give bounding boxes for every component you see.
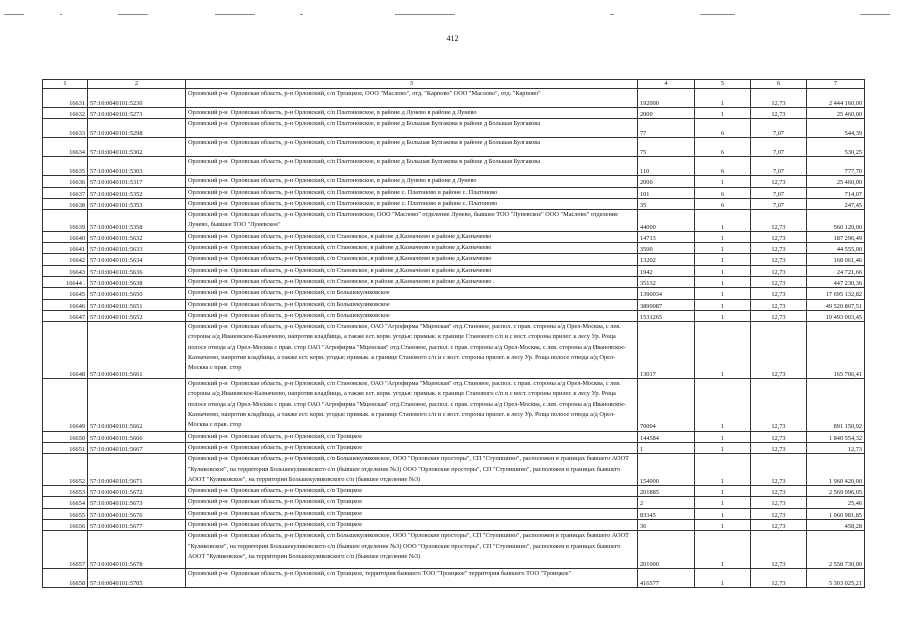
cadastral-number-cell: 57:10:0040101:5662	[88, 379, 186, 431]
table-row	[43, 508, 865, 519]
rate-cell: 12,73	[751, 89, 807, 108]
district-label: Орловский р-н	[188, 443, 228, 451]
col5-cell: 1	[695, 210, 751, 232]
value-cell: 560 120,00	[807, 210, 865, 232]
district-label: Орловский р-н	[188, 487, 228, 495]
value-cell: 19 493 003,45	[807, 310, 865, 321]
area-cell: 35	[638, 198, 695, 209]
rate-cell: 12,73	[751, 508, 807, 519]
row-number-cell: 16636	[43, 176, 88, 187]
location-cell	[186, 569, 638, 588]
cadastral-number-cell: 57:10:0040101:5302	[88, 138, 186, 157]
address-text: Орловская область, р-н Орловский, с/п Троицкое, ООО "Маслово", отд. "Карпово" ООО "Маслово", отд. "Карпово"	[230, 90, 541, 97]
area-cell: 70004	[638, 379, 695, 431]
rate-cell: 12,73	[751, 322, 807, 379]
district-label: Орловский р-н	[188, 188, 228, 196]
area-cell: 75	[638, 138, 695, 157]
col5-cell: 1	[695, 299, 751, 310]
value-cell: 458,28	[807, 520, 865, 531]
value-cell: 165 706,41	[807, 322, 865, 379]
row-number-cell: 16653	[43, 486, 88, 497]
location-cell	[186, 210, 638, 232]
col5-cell: 1	[695, 310, 751, 321]
area-cell: 2000	[638, 176, 695, 187]
col5-cell: 6	[695, 187, 751, 198]
rate-cell: 12,73	[751, 531, 807, 569]
table-row	[43, 89, 865, 108]
rate-cell: 12,73	[751, 299, 807, 310]
address-text: Орловская область, р-н Орловский, с/п Становское, в районе д.Казначеево в районе д.Казначеево .	[230, 277, 495, 285]
value-cell: 168 061,46	[807, 254, 865, 265]
value-cell: 12,73	[807, 442, 865, 453]
col5-cell: 1	[695, 431, 751, 442]
cadastral-number-cell: 57:10:0040101:5273	[88, 108, 186, 119]
col5-cell: 1	[695, 508, 751, 519]
cadastral-number-cell: 57:10:0040101:5661	[88, 322, 186, 379]
table-row	[43, 157, 865, 176]
location-cell	[186, 276, 638, 287]
district-label: Орловский р-н	[188, 232, 228, 240]
cadastral-number-cell: 57:10:0040101:5676	[88, 508, 186, 519]
address-text: Орловская область, р-н Орловский, с/п Большекуликовское	[230, 289, 390, 297]
area-cell: 1942	[638, 265, 695, 276]
location-cell	[186, 231, 638, 242]
area-cell: 3890087	[638, 299, 695, 310]
area-cell: 3500	[638, 243, 695, 254]
col5-cell: 6	[695, 119, 751, 138]
address-text: Орловская область, р-н Орловский, с/п Большекуликовское, ООО "Орловские просторы", СП "Ступишино", расположен в границах бывшего АООТ "Куликовское", на территории Большекуликовского с/п (бывшее отделение №3) ООО "Орловские просторы", СП "Ступишино", расположен в границах бывшего АООТ "Куликовское", на территории Большекуликовского с/п (бывшее отделение №3)	[188, 455, 629, 483]
col5-cell: 1	[695, 531, 751, 569]
address-text: Орловская область, р-н Орловский, с/п Большекуликовское, ООО "Орловские просторы", СП "Ступишино", расположен в границах бывшего АООТ "Куликовское", на территории Большекуликовского с/п (бывшее отделение №3) ООО "Орловские просторы", СП "Ступишино", расположен в границах бывшего АООТ "Куликовское", на территории Большекуликовского с/п (бывшее отделение №3)	[188, 532, 629, 560]
col5-cell: 1	[695, 231, 751, 242]
value-cell: 25 460,00	[807, 108, 865, 119]
cadastral-number-cell: 57:10:0040101:5677	[88, 520, 186, 531]
district-label: Орловский р-н	[188, 244, 228, 252]
value-cell: 24 721,66	[807, 265, 865, 276]
rate-cell: 7,07	[751, 138, 807, 157]
value-cell: 5 303 025,21	[807, 569, 865, 588]
location-cell	[186, 486, 638, 497]
location-cell	[186, 379, 638, 431]
cadastral-number-cell: 57:10:0040101:5317	[88, 176, 186, 187]
table-row	[43, 243, 865, 254]
col5-cell: 1	[695, 486, 751, 497]
district-label: Орловский р-н	[188, 311, 228, 319]
value-cell: 44 555,00	[807, 243, 865, 254]
location-cell	[186, 108, 638, 119]
row-number-cell: 16638	[43, 198, 88, 209]
address-text: Орловская область, р-н Орловский, с/п Троицкое	[230, 487, 363, 495]
address-text: Орловская область, р-н Орловский, с/п Платоновское, в районе д Большая Булгакова в районе д Большая Булгакова	[230, 158, 540, 166]
table-header-row	[43, 80, 865, 89]
header-cell: 2	[88, 80, 186, 89]
value-cell: 891 150,92	[807, 379, 865, 431]
location-cell	[186, 497, 638, 508]
district-label: Орловский р-н	[188, 509, 228, 517]
cadastral-number-cell: 57:10:0040101:5652	[88, 310, 186, 321]
rate-cell: 12,73	[751, 108, 807, 119]
row-number-cell: 16646	[43, 299, 88, 310]
district-label: Орловский р-н	[188, 300, 228, 308]
table-row	[43, 108, 865, 119]
address-text: Орловская область, р-н Орловский, с/п Становское, в районе д.Казначеево в районе д.Казначеево	[230, 255, 492, 263]
district-label: Орловский р-н	[188, 498, 228, 506]
area-cell: 110	[638, 157, 695, 176]
col5-cell: 6	[695, 138, 751, 157]
row-number-cell: 16631	[43, 89, 88, 108]
cadastral-number-cell: 57:10:0040101:5671	[88, 454, 186, 486]
area-cell: 201000	[638, 531, 695, 569]
rate-cell: 12,73	[751, 442, 807, 453]
value-cell: 714,07	[807, 187, 865, 198]
district-label: Орловский р-н	[188, 177, 228, 185]
table-row	[43, 265, 865, 276]
col5-cell: 1	[695, 322, 751, 379]
col5-cell: 1	[695, 276, 751, 287]
row-number-cell: 16648	[43, 322, 88, 379]
page-number: 412	[446, 34, 459, 43]
area-cell: 1390034	[638, 288, 695, 299]
district-label: Орловский р-н	[188, 289, 228, 297]
value-cell: 25,46	[807, 497, 865, 508]
address-text: Орловская область, р-н Орловский, с/п Платоновское, ООО "Маслово" отделение Лунево, бывшее ТОО "Луневское" ООО "Маслово" отделение Лунево, бывшее ТОО "Луневское"	[188, 211, 619, 229]
row-number-cell: 16654	[43, 497, 88, 508]
rate-cell: 12,73	[751, 288, 807, 299]
table-row	[43, 288, 865, 299]
cadastral-number-cell: 57:10:0040101:5678	[88, 531, 186, 569]
area-cell: 144584	[638, 431, 695, 442]
location-cell	[186, 531, 638, 569]
row-number-cell: 16650	[43, 431, 88, 442]
row-number-cell: 16651	[43, 442, 88, 453]
area-cell: 1531265	[638, 310, 695, 321]
area-cell: 13202	[638, 254, 695, 265]
value-cell: 25 460,00	[807, 176, 865, 187]
col5-cell: 1	[695, 520, 751, 531]
rate-cell: 12,73	[751, 243, 807, 254]
location-cell	[186, 176, 638, 187]
row-number-cell: 16637	[43, 187, 88, 198]
value-cell: 1 840 554,32	[807, 431, 865, 442]
col5-cell: 6	[695, 198, 751, 209]
cadastral-number-cell: 57:10:0040101:5352	[88, 187, 186, 198]
row-number-cell: 16640	[43, 231, 88, 242]
district-label: Орловский р-н	[188, 277, 228, 285]
address-text: Орловская область, р-н Орловский, с/п Становское, в районе д.Казначеево в районе д.Казначеево	[230, 266, 492, 274]
col5-cell: 1	[695, 89, 751, 108]
address-text: Орловская область, р-н Орловский, с/п Троицкое	[230, 432, 363, 440]
address-text: Орловская область, р-н Орловский, с/п Платоновское, в районе с. Платоново в районе с. Платоново	[230, 199, 498, 207]
address-text: Орловская область, р-н Орловский, с/п Платоновское, в районе с. Платоново в районе с. Платоново	[230, 188, 498, 196]
location-cell	[186, 454, 638, 486]
address-text: Орловская область, р-н Орловский, с/п Троицкое	[230, 443, 363, 451]
address-text: Орловская область, р-н Орловский, с/п Становское, в районе д.Казначеево в районе д.Казначеево	[230, 244, 492, 252]
row-number-cell: 16649	[43, 379, 88, 431]
value-cell: 544,39	[807, 119, 865, 138]
location-cell	[186, 187, 638, 198]
area-cell: 192000	[638, 89, 695, 108]
cadastral-number-cell: 57:10:0040101:5705	[88, 569, 186, 588]
address-text: Орловская область, р-н Орловский, с/п Троицкое	[230, 509, 363, 517]
rate-cell: 12,73	[751, 569, 807, 588]
location-cell	[186, 322, 638, 379]
table-row	[43, 431, 865, 442]
scan-artifact-line	[0, 14, 905, 16]
location-cell	[186, 299, 638, 310]
col5-cell: 1	[695, 254, 751, 265]
area-cell: 44000	[638, 210, 695, 232]
rate-cell: 12,73	[751, 210, 807, 232]
table-row	[43, 138, 865, 157]
table-row	[43, 210, 865, 232]
col5-cell: 1	[695, 243, 751, 254]
cadastral-number-cell: 57:10:0040101:5672	[88, 486, 186, 497]
table-row	[43, 379, 865, 431]
col5-cell: 6	[695, 157, 751, 176]
rate-cell: 12,73	[751, 231, 807, 242]
col5-cell: 1	[695, 379, 751, 431]
row-number-cell: 16641	[43, 243, 88, 254]
cadastral-number-cell: 57:10:0040101:5636	[88, 265, 186, 276]
table-row	[43, 322, 865, 379]
cadastral-number-cell: 57:10:0040101:5651	[88, 299, 186, 310]
district-label: Орловский р-н	[188, 266, 228, 274]
table-row	[43, 497, 865, 508]
table-row	[43, 119, 865, 138]
cadastral-number-cell: 57:10:0040101:5303	[88, 157, 186, 176]
area-cell: 77	[638, 119, 695, 138]
table-row	[43, 276, 865, 287]
location-cell	[186, 89, 638, 108]
rate-cell: 7,07	[751, 119, 807, 138]
district-label: Орловский р-н	[188, 158, 228, 166]
location-cell	[186, 288, 638, 299]
header-cell: 5	[695, 80, 751, 89]
address-text: Орловская область, р-н Орловский, с/п Платоновское, в районе д Большая Булгакова в районе д Большая Булгакова	[230, 139, 540, 147]
area-cell: 14713	[638, 231, 695, 242]
district-label: Орловский р-н	[188, 323, 228, 331]
table-row	[43, 310, 865, 321]
row-number-cell: 16643	[43, 265, 88, 276]
address-text: Орловская область, р-н Орловский, с/п Троицкое, территория бывшего ТОО "Троицкое" территория бывшего ТОО "Троицкое"	[230, 570, 572, 578]
col5-cell: 1	[695, 569, 751, 588]
cadastral-number-cell: 57:10:0040101:5358	[88, 210, 186, 232]
rate-cell: 12,73	[751, 454, 807, 486]
district-label: Орловский р-н	[188, 120, 228, 128]
address-text: Орловская область, р-н Орловский, с/п Становское, ОАО "Агрофирма "Мценская" отд.Становое, распол. с прав. стороны а/д Орел-Москва, с лев. стороны а/д Ивановское-Казначеево, напротив кладбища, а также ест. корм. угодья: примык. к границе Станового с/п и с вост. стороны прилег. к лесу Ур. Роща полосе отвода а/д Орел-Москва с прав. стор ОАО "Агрофирма "Мценская" отд.Становое, распол. с прав. стороны а/д Орел-Москва, с лев. стороны а/д Ивановское-Казначеево, напротив кладбища, а также ест. корм. угодья: примык. к границе Станового с/п и с вост. стороны прилег. к лесу Ур. Роща полосе отвода а/д Орел-Москва с прав. стор	[188, 380, 627, 429]
location-cell	[186, 508, 638, 519]
district-label: Орловский р-н	[188, 380, 228, 388]
cadastral-number-cell: 57:10:0040101:5632	[88, 231, 186, 242]
col5-cell: 1	[695, 454, 751, 486]
row-number-cell: 16644 .	[43, 276, 88, 287]
district-label: Орловский р-н	[188, 432, 228, 440]
row-number-cell: 16634	[43, 138, 88, 157]
table-row	[43, 254, 865, 265]
location-cell	[186, 442, 638, 453]
district-label: Орловский р-н	[188, 90, 228, 97]
location-cell	[186, 265, 638, 276]
row-number-cell: 16657	[43, 531, 88, 569]
rate-cell: 7,07	[751, 157, 807, 176]
value-cell: 2 444 160,00	[807, 89, 865, 108]
district-label: Орловский р-н	[188, 570, 228, 578]
header-cell: 7	[807, 80, 865, 89]
header-cell: 4	[638, 80, 695, 89]
table-row	[43, 231, 865, 242]
rate-cell: 12,73	[751, 379, 807, 431]
value-cell: 777,70	[807, 157, 865, 176]
rate-cell: 12,73	[751, 310, 807, 321]
district-label: Орловский р-н	[188, 109, 228, 116]
row-number-cell: 16633	[43, 119, 88, 138]
area-cell: 35132	[638, 276, 695, 287]
district-label: Орловский р-н	[188, 521, 228, 529]
row-number-cell: 16647	[43, 310, 88, 321]
row-number-cell: 16652	[43, 454, 88, 486]
cadastral-number-cell: 57:10:0040101:5633	[88, 243, 186, 254]
rate-cell: 12,73	[751, 497, 807, 508]
row-number-cell: 16645	[43, 288, 88, 299]
row-number-cell: 16658	[43, 569, 88, 588]
col5-cell: 1	[695, 265, 751, 276]
address-text: Орловская область, р-н Орловский, с/п Платоновское, в районе д Лунево в районе д Лунево	[230, 177, 477, 185]
cadastral-number-cell: 57:10:0040101:5298	[88, 119, 186, 138]
row-number-cell: 16639	[43, 210, 88, 232]
address-text: Орловская область, р-н Орловский, с/п Становское, в районе д.Казначеево в районе д.Казначеево	[230, 232, 492, 240]
table-row	[43, 187, 865, 198]
address-text: Орловская область, р-н Орловский, с/п Большекуликовское	[230, 311, 390, 319]
value-cell: 447 230,36	[807, 276, 865, 287]
location-cell	[186, 310, 638, 321]
location-cell	[186, 520, 638, 531]
address-text: Орловская область, р-н Орловский, с/п Большекуликовское	[230, 300, 390, 308]
rate-cell: 12,73	[751, 276, 807, 287]
row-number-cell: 16642	[43, 254, 88, 265]
area-cell: 83345	[638, 508, 695, 519]
address-text: Орловская область, р-н Орловский, с/п Троицкое	[230, 521, 363, 529]
header-cell: 3	[186, 80, 638, 89]
value-cell: 2 558 730,00	[807, 531, 865, 569]
value-cell: 247,45	[807, 198, 865, 209]
district-label: Орловский р-н	[188, 455, 228, 463]
row-number-cell: 16635	[43, 157, 88, 176]
location-cell	[186, 198, 638, 209]
location-cell	[186, 138, 638, 157]
cadastral-number-cell: 57:10:0040101:5666	[88, 431, 186, 442]
area-cell: 36	[638, 520, 695, 531]
col5-cell: 1	[695, 108, 751, 119]
table-row	[43, 176, 865, 187]
value-cell: 49 520 807,51	[807, 299, 865, 310]
location-cell	[186, 157, 638, 176]
value-cell: 530,25	[807, 138, 865, 157]
cadastral-number-cell: 57:10:0040101:5667	[88, 442, 186, 453]
header-cell: 6	[751, 80, 807, 89]
cadastral-number-cell: 57:10:0040101:5650	[88, 288, 186, 299]
rate-cell: 12,73	[751, 486, 807, 497]
value-cell: 187 296,49	[807, 231, 865, 242]
cadastral-number-cell: 57:10:0040101:5673	[88, 497, 186, 508]
location-cell	[186, 431, 638, 442]
location-cell	[186, 243, 638, 254]
land-plots-table	[42, 79, 865, 588]
rate-cell: 12,73	[751, 265, 807, 276]
address-text: Орловская область, р-н Орловский, с/п Становское, ОАО "Агрофирма "Мценская" отд.Становое, распол. с прав. стороны а/д Орел-Москва, с лев. стороны а/д Ивановское-Казначеево, напротив кладбища, а также ест. корм. угодья: примык. к границе Станового с/п и с вост. стороны прилег. к лесу Ур. Роща полосе отвода а/д Орел-Москва с прав. стор ОАО "Агрофирма "Мценская" отд.Становое, распол. с прав. стороны а/д Орел-Москва, с лев. стороны а/д Ивановское-Казначеево, напротив кладбища, а также ест. корм. угодья: примык. к границе Станового с/п и с вост. стороны прилег. к лесу Ур. Роща полосе отвода а/д Орел-Москва с прав. стор	[188, 323, 627, 372]
row-number-cell: 16656	[43, 520, 88, 531]
col5-cell: 1	[695, 288, 751, 299]
table-row	[43, 454, 865, 486]
district-label: Орловский р-н	[188, 255, 228, 263]
rate-cell: 12,73	[751, 431, 807, 442]
rate-cell: 7,07	[751, 187, 807, 198]
row-number-cell: 16655	[43, 508, 88, 519]
area-cell: 154000	[638, 454, 695, 486]
rate-cell: 12,73	[751, 520, 807, 531]
district-label: Орловский р-н	[188, 211, 228, 219]
area-cell: 2	[638, 497, 695, 508]
table-row	[43, 299, 865, 310]
cadastral-number-cell: 57:10:0040101:5638	[88, 276, 186, 287]
area-cell: 13017	[638, 322, 695, 379]
value-cell: 1 060 981,85	[807, 508, 865, 519]
table-row	[43, 520, 865, 531]
district-label: Орловский р-н	[188, 532, 228, 540]
col5-cell: 1	[695, 497, 751, 508]
area-cell: 1	[638, 442, 695, 453]
col5-cell: 1	[695, 442, 751, 453]
cadastral-number-cell: 57:10:0040101:5353	[88, 198, 186, 209]
row-number-cell: 16632	[43, 108, 88, 119]
cadastral-number-cell: 57:10:0040101:5230	[88, 89, 186, 108]
value-cell: 2 569 996,05	[807, 486, 865, 497]
col5-cell: 1	[695, 176, 751, 187]
address-text: Орловская область, р-н Орловский, с/п Троицкое	[230, 498, 363, 506]
location-cell	[186, 119, 638, 138]
cadastral-number-cell: 57:10:0040101:5634	[88, 254, 186, 265]
value-cell: 17 695 132,82	[807, 288, 865, 299]
address-text: Орловская область, р-н Орловский, с/п Платоновское, в районе д Большая Булгакова в районе д Большая Булгакова	[230, 120, 540, 128]
table-row	[43, 531, 865, 569]
area-cell: 201885	[638, 486, 695, 497]
area-cell: 101	[638, 187, 695, 198]
rate-cell: 12,73	[751, 176, 807, 187]
district-label: Орловский р-н	[188, 139, 228, 147]
area-cell: 416577	[638, 569, 695, 588]
address-text: Орловская область, р-н Орловский, с/п Платоновское, в районе д Лунево в районе д Лунево	[230, 109, 477, 116]
value-cell: 1 960 420,00	[807, 454, 865, 486]
table-row	[43, 486, 865, 497]
location-cell	[186, 254, 638, 265]
district-label: Орловский р-н	[188, 199, 228, 207]
rate-cell: 12,73	[751, 254, 807, 265]
rate-cell: 7,07	[751, 198, 807, 209]
table-row	[43, 198, 865, 209]
table-row	[43, 442, 865, 453]
area-cell: 2000	[638, 108, 695, 119]
header-cell: 1	[43, 80, 88, 89]
table-row	[43, 569, 865, 588]
